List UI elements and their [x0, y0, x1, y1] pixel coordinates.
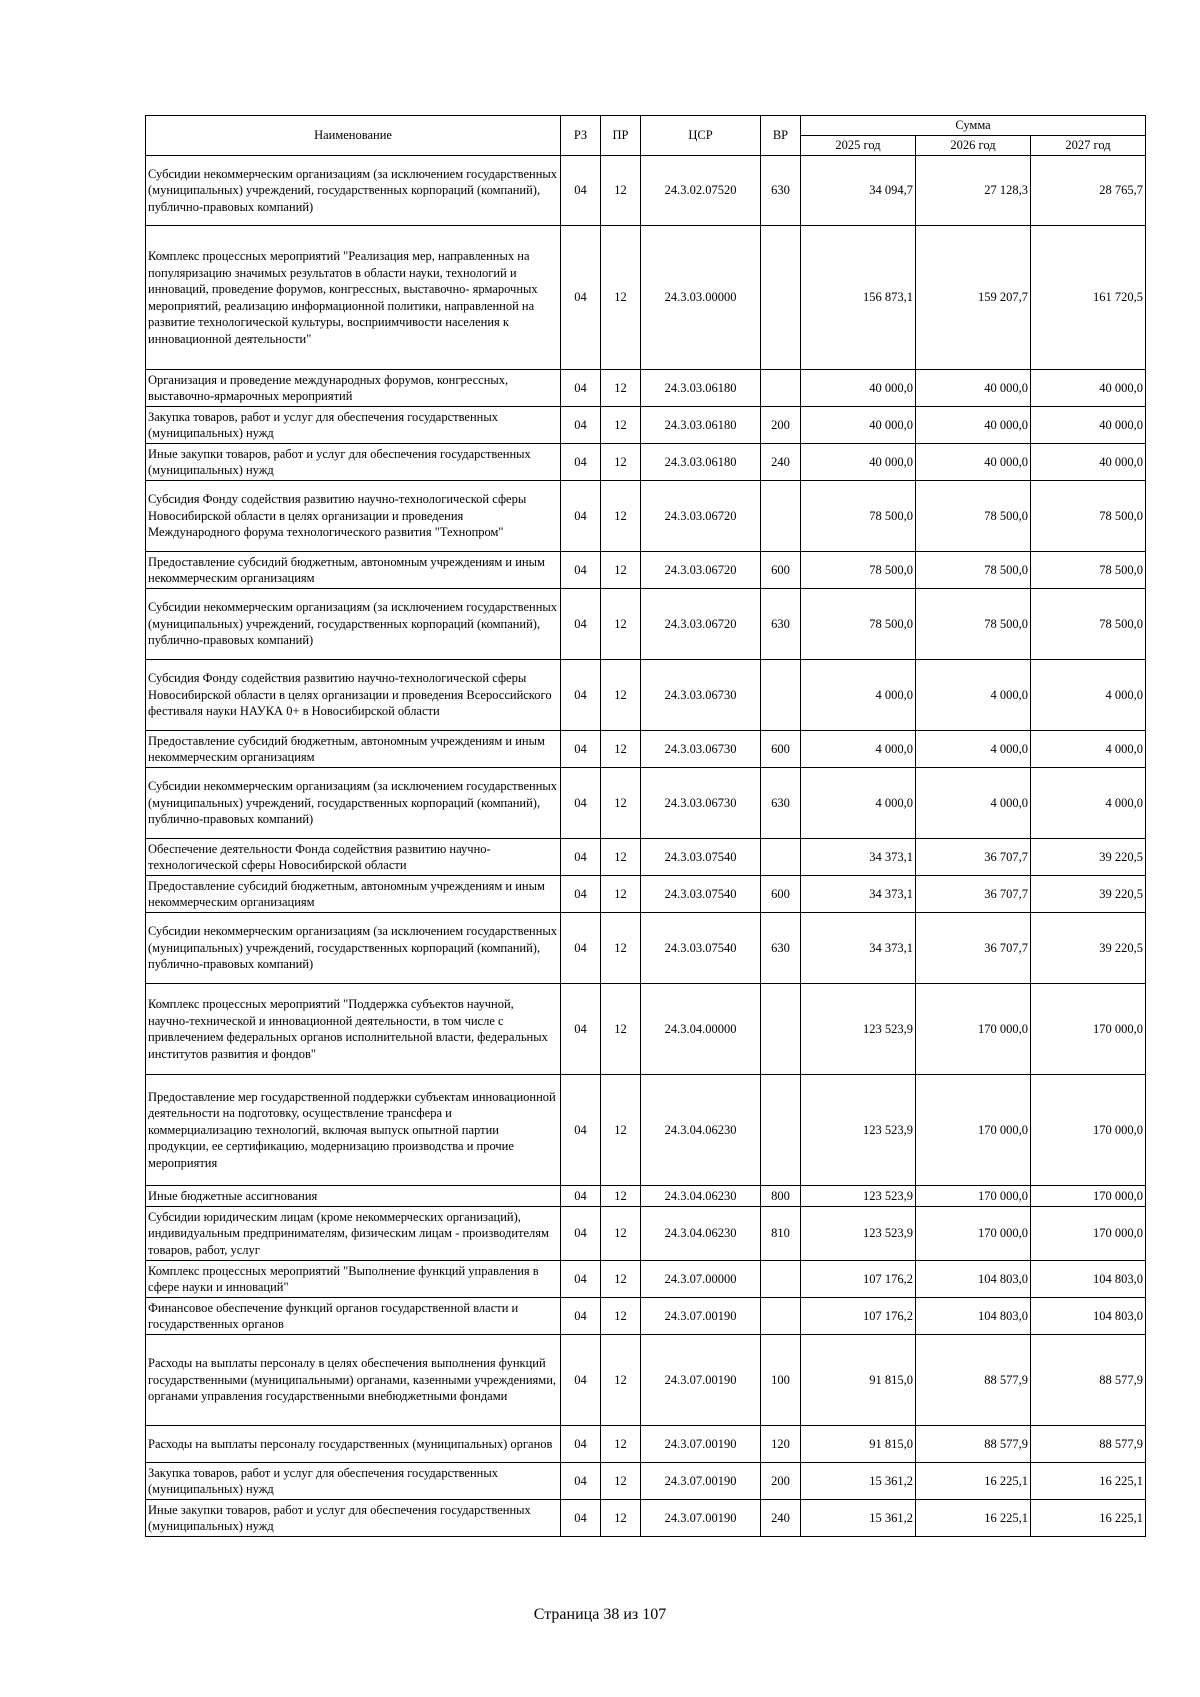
cell-y2027: 16 225,1: [1031, 1500, 1146, 1537]
cell-rz: 04: [561, 370, 601, 407]
cell-y2026: 104 803,0: [916, 1261, 1031, 1298]
cell-y2025: 123 523,9: [801, 984, 916, 1075]
cell-csr: 24.3.03.07540: [641, 876, 761, 913]
cell-rz: 04: [561, 444, 601, 481]
header-rz: РЗ: [561, 116, 601, 156]
cell-rz: 04: [561, 1298, 601, 1335]
cell-pr: 12: [601, 1261, 641, 1298]
cell-name: Субсидия Фонду содействия развитию научно-технологической сферы Новосибирской области в целях организации и проведения Международного форума технологического развития "Технопром": [146, 481, 561, 552]
cell-y2026: 36 707,7: [916, 913, 1031, 984]
cell-vr: 120: [761, 1426, 801, 1463]
cell-y2027: 4 000,0: [1031, 731, 1146, 768]
cell-y2026: 40 000,0: [916, 444, 1031, 481]
cell-vr: 600: [761, 876, 801, 913]
cell-y2026: 88 577,9: [916, 1426, 1031, 1463]
cell-y2025: 15 361,2: [801, 1500, 916, 1537]
cell-vr: [761, 370, 801, 407]
table-row: [146, 984, 1146, 1075]
cell-name: Комплекс процессных мероприятий "Поддержка субъектов научной, научно-технической и инновационной деятельности, в том числе с привлечением федеральных органов исполнительной власти, федеральных институтов развития и фондов": [146, 984, 561, 1075]
header-name: Наименование: [146, 116, 561, 156]
cell-vr: [761, 839, 801, 876]
cell-y2026: 4 000,0: [916, 768, 1031, 839]
table-row: [146, 876, 1146, 913]
table-row: [146, 768, 1146, 839]
cell-pr: 12: [601, 984, 641, 1075]
cell-name: Субсидии некоммерческим организациям (за исключением государственных (муниципальных) учреждений, государственных корпораций (компаний), публично-правовых компаний): [146, 589, 561, 660]
header-year-2027: 2027 год: [1031, 136, 1146, 156]
cell-y2026: 78 500,0: [916, 552, 1031, 589]
header-csr: ЦСР: [641, 116, 761, 156]
cell-y2025: 91 815,0: [801, 1426, 916, 1463]
table-row: [146, 1261, 1146, 1298]
cell-y2026: 170 000,0: [916, 1186, 1031, 1207]
cell-y2027: 40 000,0: [1031, 444, 1146, 481]
cell-y2027: 4 000,0: [1031, 660, 1146, 731]
cell-y2027: 78 500,0: [1031, 589, 1146, 660]
cell-csr: 24.3.03.06180: [641, 444, 761, 481]
cell-pr: 12: [601, 913, 641, 984]
cell-name: Обеспечение деятельности Фонда содействия развитию научно-технологической сферы Новосибирской области: [146, 839, 561, 876]
table-row: [146, 1186, 1146, 1207]
table-header: [146, 116, 1146, 156]
cell-csr: 24.3.03.06730: [641, 731, 761, 768]
cell-y2027: 170 000,0: [1031, 984, 1146, 1075]
cell-y2027: 16 225,1: [1031, 1463, 1146, 1500]
table-row: [146, 1500, 1146, 1537]
cell-name: Субсидия Фонду содействия развитию научно-технологической сферы Новосибирской области в целях организации и проведения Всероссийского фестиваля науки НАУКА 0+ в Новосибирской области: [146, 660, 561, 731]
cell-y2025: 107 176,2: [801, 1261, 916, 1298]
cell-pr: 12: [601, 552, 641, 589]
cell-csr: 24.3.03.06730: [641, 660, 761, 731]
cell-csr: 24.3.04.06230: [641, 1075, 761, 1186]
table-row: [146, 1463, 1146, 1500]
cell-csr: 24.3.03.00000: [641, 226, 761, 370]
cell-name: Предоставление субсидий бюджетным, автономным учреждениям и иным некоммерческим организациям: [146, 876, 561, 913]
cell-y2027: 88 577,9: [1031, 1426, 1146, 1463]
cell-rz: 04: [561, 1335, 601, 1426]
cell-csr: 24.3.07.00190: [641, 1426, 761, 1463]
cell-pr: 12: [601, 481, 641, 552]
cell-y2025: 34 373,1: [801, 839, 916, 876]
cell-vr: 630: [761, 913, 801, 984]
cell-y2026: 88 577,9: [916, 1335, 1031, 1426]
cell-y2026: 16 225,1: [916, 1500, 1031, 1537]
cell-y2027: 104 803,0: [1031, 1298, 1146, 1335]
cell-y2027: 4 000,0: [1031, 768, 1146, 839]
cell-y2025: 123 523,9: [801, 1207, 916, 1261]
cell-name: Предоставление субсидий бюджетным, автономным учреждениям и иным некоммерческим организациям: [146, 731, 561, 768]
cell-vr: [761, 1298, 801, 1335]
cell-y2027: 161 720,5: [1031, 226, 1146, 370]
cell-y2027: 104 803,0: [1031, 1261, 1146, 1298]
cell-y2026: 36 707,7: [916, 876, 1031, 913]
header-year-2026: 2026 год: [916, 136, 1031, 156]
cell-rz: 04: [561, 552, 601, 589]
cell-pr: 12: [601, 156, 641, 226]
cell-vr: 810: [761, 1207, 801, 1261]
cell-rz: 04: [561, 589, 601, 660]
table-row: [146, 1075, 1146, 1186]
cell-vr: 630: [761, 589, 801, 660]
cell-pr: 12: [601, 660, 641, 731]
cell-csr: 24.3.07.00190: [641, 1335, 761, 1426]
table-body: [146, 156, 1146, 1537]
cell-name: Иные закупки товаров, работ и услуг для обеспечения государственных (муниципальных) нужд: [146, 1500, 561, 1537]
cell-pr: 12: [601, 1186, 641, 1207]
cell-y2026: 36 707,7: [916, 839, 1031, 876]
cell-name: Субсидии некоммерческим организациям (за исключением государственных (муниципальных) учреждений, государственных корпораций (компаний), публично-правовых компаний): [146, 156, 561, 226]
table-row: [146, 370, 1146, 407]
cell-name: Иные бюджетные ассигнования: [146, 1186, 561, 1207]
cell-y2026: 159 207,7: [916, 226, 1031, 370]
table-row: [146, 839, 1146, 876]
cell-csr: 24.3.03.07540: [641, 913, 761, 984]
cell-csr: 24.3.03.06180: [641, 370, 761, 407]
cell-vr: 630: [761, 768, 801, 839]
cell-pr: 12: [601, 1298, 641, 1335]
cell-pr: 12: [601, 1075, 641, 1186]
page-number: Страница 38 из 107: [533, 1606, 667, 1623]
cell-pr: 12: [601, 1463, 641, 1500]
cell-csr: 24.3.04.06230: [641, 1186, 761, 1207]
cell-rz: 04: [561, 481, 601, 552]
cell-pr: 12: [601, 407, 641, 444]
cell-csr: 24.3.03.07540: [641, 839, 761, 876]
budget-table: [145, 115, 1146, 1537]
cell-vr: 240: [761, 1500, 801, 1537]
cell-vr: [761, 1075, 801, 1186]
cell-y2027: 78 500,0: [1031, 552, 1146, 589]
cell-y2027: 39 220,5: [1031, 876, 1146, 913]
cell-rz: 04: [561, 660, 601, 731]
cell-y2026: 16 225,1: [916, 1463, 1031, 1500]
cell-vr: 240: [761, 444, 801, 481]
cell-pr: 12: [601, 731, 641, 768]
cell-y2026: 40 000,0: [916, 370, 1031, 407]
cell-y2027: 39 220,5: [1031, 913, 1146, 984]
cell-y2026: 170 000,0: [916, 1075, 1031, 1186]
cell-rz: 04: [561, 407, 601, 444]
cell-rz: 04: [561, 984, 601, 1075]
cell-vr: 200: [761, 407, 801, 444]
cell-pr: 12: [601, 1207, 641, 1261]
table-row: [146, 589, 1146, 660]
cell-pr: 12: [601, 1426, 641, 1463]
cell-csr: 24.3.03.06720: [641, 552, 761, 589]
cell-csr: 24.3.02.07520: [641, 156, 761, 226]
cell-y2025: 123 523,9: [801, 1186, 916, 1207]
cell-y2025: 91 815,0: [801, 1335, 916, 1426]
cell-pr: 12: [601, 876, 641, 913]
cell-name: Субсидии некоммерческим организациям (за исключением государственных (муниципальных) учреждений, государственных корпораций (компаний), публично-правовых компаний): [146, 768, 561, 839]
cell-y2027: 40 000,0: [1031, 407, 1146, 444]
cell-pr: 12: [601, 1500, 641, 1537]
cell-pr: 12: [601, 370, 641, 407]
cell-pr: 12: [601, 768, 641, 839]
cell-y2026: 4 000,0: [916, 660, 1031, 731]
table-row: [146, 407, 1146, 444]
cell-csr: 24.3.07.00190: [641, 1298, 761, 1335]
cell-rz: 04: [561, 768, 601, 839]
cell-y2026: 78 500,0: [916, 589, 1031, 660]
cell-csr: 24.3.07.00190: [641, 1500, 761, 1537]
cell-y2025: 4 000,0: [801, 660, 916, 731]
cell-csr: 24.3.03.06720: [641, 589, 761, 660]
cell-y2026: 78 500,0: [916, 481, 1031, 552]
table-row: [146, 1298, 1146, 1335]
cell-y2025: 34 094,7: [801, 156, 916, 226]
cell-rz: 04: [561, 226, 601, 370]
cell-y2027: 78 500,0: [1031, 481, 1146, 552]
cell-y2027: 170 000,0: [1031, 1207, 1146, 1261]
cell-vr: [761, 226, 801, 370]
cell-rz: 04: [561, 156, 601, 226]
cell-rz: 04: [561, 1463, 601, 1500]
header-pr: ПР: [601, 116, 641, 156]
cell-y2027: 40 000,0: [1031, 370, 1146, 407]
cell-y2026: 170 000,0: [916, 984, 1031, 1075]
table-row: [146, 552, 1146, 589]
cell-name: Организация и проведение международных форумов, конгрессных, выставочно-ярмарочных мероприятий: [146, 370, 561, 407]
cell-y2027: 39 220,5: [1031, 839, 1146, 876]
cell-vr: [761, 481, 801, 552]
cell-name: Расходы на выплаты персоналу государственных (муниципальных) органов: [146, 1426, 561, 1463]
cell-rz: 04: [561, 1261, 601, 1298]
cell-csr: 24.3.04.06230: [641, 1207, 761, 1261]
cell-name: Комплекс процессных мероприятий "Реализация мер, направленных на популяризацию значимых результатов в области науки, технологий и инноваций, проведение форумов, конгрессных, выставочно- ярмарочных мероприятий, реализацию информационной политики, направленной на развитие технологической культуры, восприимчивости населения к инновационной деятельности": [146, 226, 561, 370]
table-row: [146, 226, 1146, 370]
table-row: [146, 660, 1146, 731]
cell-csr: 24.3.07.00190: [641, 1463, 761, 1500]
cell-y2025: 34 373,1: [801, 913, 916, 984]
cell-y2025: 15 361,2: [801, 1463, 916, 1500]
cell-name: Субсидии юридическим лицам (кроме некоммерческих организаций), индивидуальным предпринимателям, физическим лицам - производителям товаров, работ, услуг: [146, 1207, 561, 1261]
cell-rz: 04: [561, 731, 601, 768]
cell-name: Предоставление субсидий бюджетным, автономным учреждениям и иным некоммерческим организациям: [146, 552, 561, 589]
cell-y2026: 40 000,0: [916, 407, 1031, 444]
cell-vr: [761, 984, 801, 1075]
cell-rz: 04: [561, 839, 601, 876]
cell-y2027: 170 000,0: [1031, 1186, 1146, 1207]
table-row: [146, 444, 1146, 481]
cell-y2025: 78 500,0: [801, 481, 916, 552]
cell-csr: 24.3.03.06180: [641, 407, 761, 444]
cell-y2025: 123 523,9: [801, 1075, 916, 1186]
cell-vr: [761, 1261, 801, 1298]
header-year-2025: 2025 год: [801, 136, 916, 156]
cell-y2026: 4 000,0: [916, 731, 1031, 768]
cell-csr: 24.3.03.06720: [641, 481, 761, 552]
cell-pr: 12: [601, 226, 641, 370]
cell-y2025: 40 000,0: [801, 370, 916, 407]
cell-y2025: 4 000,0: [801, 731, 916, 768]
cell-name: Закупка товаров, работ и услуг для обеспечения государственных (муниципальных) нужд: [146, 1463, 561, 1500]
cell-name: Расходы на выплаты персоналу в целях обеспечения выполнения функций государственными (муниципальными) органами, казенными учреждениями, органами управления государственными внебюджетными фондами: [146, 1335, 561, 1426]
cell-y2027: 28 765,7: [1031, 156, 1146, 226]
table-row: [146, 156, 1146, 226]
cell-name: Финансовое обеспечение функций органов государственной власти и государственных органов: [146, 1298, 561, 1335]
cell-y2027: 88 577,9: [1031, 1335, 1146, 1426]
cell-vr: 600: [761, 731, 801, 768]
cell-pr: 12: [601, 839, 641, 876]
cell-y2025: 34 373,1: [801, 876, 916, 913]
cell-y2025: 107 176,2: [801, 1298, 916, 1335]
table-row: [146, 1335, 1146, 1426]
cell-name: Иные закупки товаров, работ и услуг для обеспечения государственных (муниципальных) нужд: [146, 444, 561, 481]
table-row: [146, 731, 1146, 768]
cell-rz: 04: [561, 1426, 601, 1463]
table-row: [146, 1207, 1146, 1261]
table-row: [146, 913, 1146, 984]
cell-pr: 12: [601, 444, 641, 481]
cell-name: Закупка товаров, работ и услуг для обеспечения государственных (муниципальных) нужд: [146, 407, 561, 444]
cell-name: Субсидии некоммерческим организациям (за исключением государственных (муниципальных) учреждений, государственных корпораций (компаний), публично-правовых компаний): [146, 913, 561, 984]
cell-vr: 800: [761, 1186, 801, 1207]
header-vr: ВР: [761, 116, 801, 156]
cell-y2026: 104 803,0: [916, 1298, 1031, 1335]
cell-vr: [761, 660, 801, 731]
cell-y2025: 40 000,0: [801, 407, 916, 444]
cell-y2025: 40 000,0: [801, 444, 916, 481]
table-row: [146, 1426, 1146, 1463]
header-sum: Сумма: [801, 116, 1146, 136]
cell-rz: 04: [561, 1500, 601, 1537]
cell-y2026: 27 128,3: [916, 156, 1031, 226]
cell-y2025: 156 873,1: [801, 226, 916, 370]
cell-pr: 12: [601, 589, 641, 660]
cell-rz: 04: [561, 913, 601, 984]
cell-name: Предоставление мер государственной поддержки субъектам инновационной деятельности на подготовку, осуществление трансфера и коммерциализацию технологий, включая выпуск опытной партии продукции, ее сертификацию, модернизацию производства и прочие мероприятия: [146, 1075, 561, 1186]
table-row: [146, 481, 1146, 552]
cell-csr: 24.3.03.06730: [641, 768, 761, 839]
cell-vr: 630: [761, 156, 801, 226]
cell-vr: 200: [761, 1463, 801, 1500]
cell-rz: 04: [561, 876, 601, 913]
cell-y2025: 78 500,0: [801, 589, 916, 660]
cell-csr: 24.3.07.00000: [641, 1261, 761, 1298]
cell-pr: 12: [601, 1335, 641, 1426]
cell-rz: 04: [561, 1207, 601, 1261]
cell-rz: 04: [561, 1186, 601, 1207]
cell-vr: 100: [761, 1335, 801, 1426]
cell-y2025: 78 500,0: [801, 552, 916, 589]
cell-rz: 04: [561, 1075, 601, 1186]
cell-y2027: 170 000,0: [1031, 1075, 1146, 1186]
cell-vr: 600: [761, 552, 801, 589]
cell-y2026: 170 000,0: [916, 1207, 1031, 1261]
cell-y2025: 4 000,0: [801, 768, 916, 839]
cell-name: Комплекс процессных мероприятий "Выполнение функций управления в сфере науки и инноваций": [146, 1261, 561, 1298]
cell-csr: 24.3.04.00000: [641, 984, 761, 1075]
